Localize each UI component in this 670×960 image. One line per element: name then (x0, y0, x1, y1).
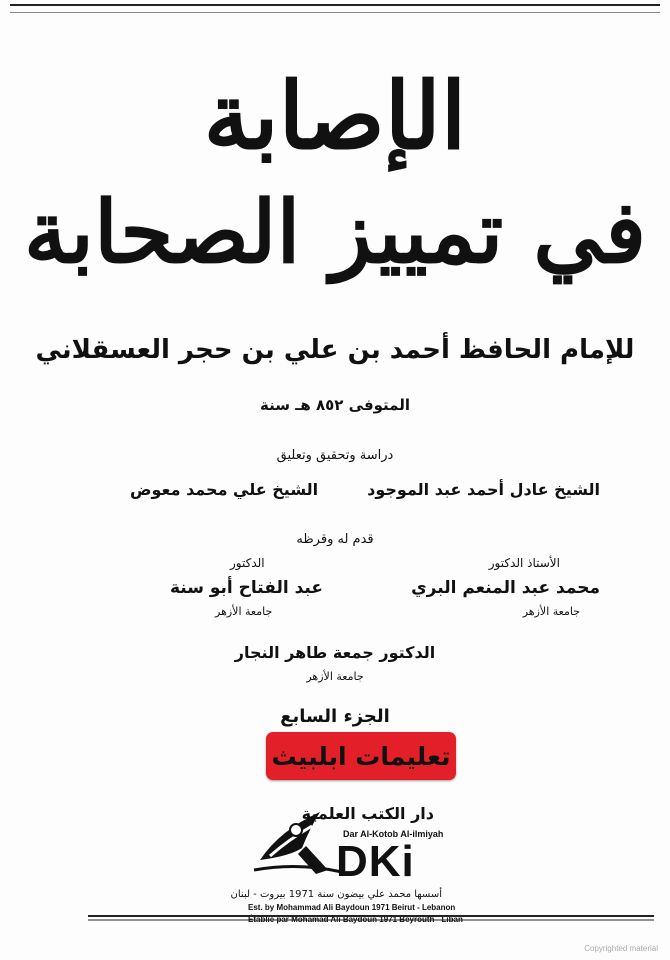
introducer-left-university: جامعة الأزهر (215, 605, 273, 618)
publisher-logo-text: DKi (336, 837, 415, 886)
volume-label: الجزء السابع (280, 706, 390, 727)
introducer-left-title: الدكتور (230, 556, 265, 570)
introducer-third-university: جامعة الأزهر (306, 670, 364, 683)
copyright-watermark: Copyrighted material (584, 944, 658, 953)
publisher-name-english: Dar Al-Kotob Al-ilmiyah (343, 829, 444, 839)
author-name: للإمام الحافظ أحمد بن علي بن حجر العسقلاني (35, 335, 635, 365)
editors-label: دراسة وتحقيق وتعليق (276, 448, 394, 463)
introducer-left-name: عبد الفتاح أبو سنة (170, 578, 323, 598)
established-french: Établie par Mohamad Ali Baydoun 1971 Beyrouth - Liban (248, 915, 463, 924)
editor-right: الشيخ عادل أحمد عبد الموجود (367, 480, 600, 499)
established-english: Est. by Mohammad Ali Baydoun 1971 Beirut - Lebanon (248, 903, 456, 912)
editor-left: الشيخ علي محمد معوض (130, 480, 319, 499)
title-line-1: الإصابة (203, 62, 467, 170)
publisher-name-arabic: دار الكتب العلمية (301, 804, 434, 823)
introducer-right-title: الأستاذ الدكتور (488, 556, 560, 570)
stamp-text: تعليمات ابلبيث (271, 741, 451, 771)
author-death-year: المتوفى ٨٥٢ هـ سنة (260, 396, 410, 414)
established-arabic: أسسها محمد علي بيضون سنة 1971 بيروت - لبنان (230, 889, 442, 900)
introducer-right-name: محمد عبد المنعم البري (411, 578, 600, 598)
introducer-third-name: الدكتور جمعة طاهر النجار (234, 643, 436, 662)
red-label-stamp (266, 732, 456, 780)
introducers-label: قدم له وقرظه (296, 532, 374, 547)
decorative-border (88, 910, 654, 922)
title-line-2: في تمييز الصحابة (23, 182, 647, 283)
introducer-right-university: جامعة الأزهر (522, 605, 580, 618)
top-border (10, 4, 660, 13)
